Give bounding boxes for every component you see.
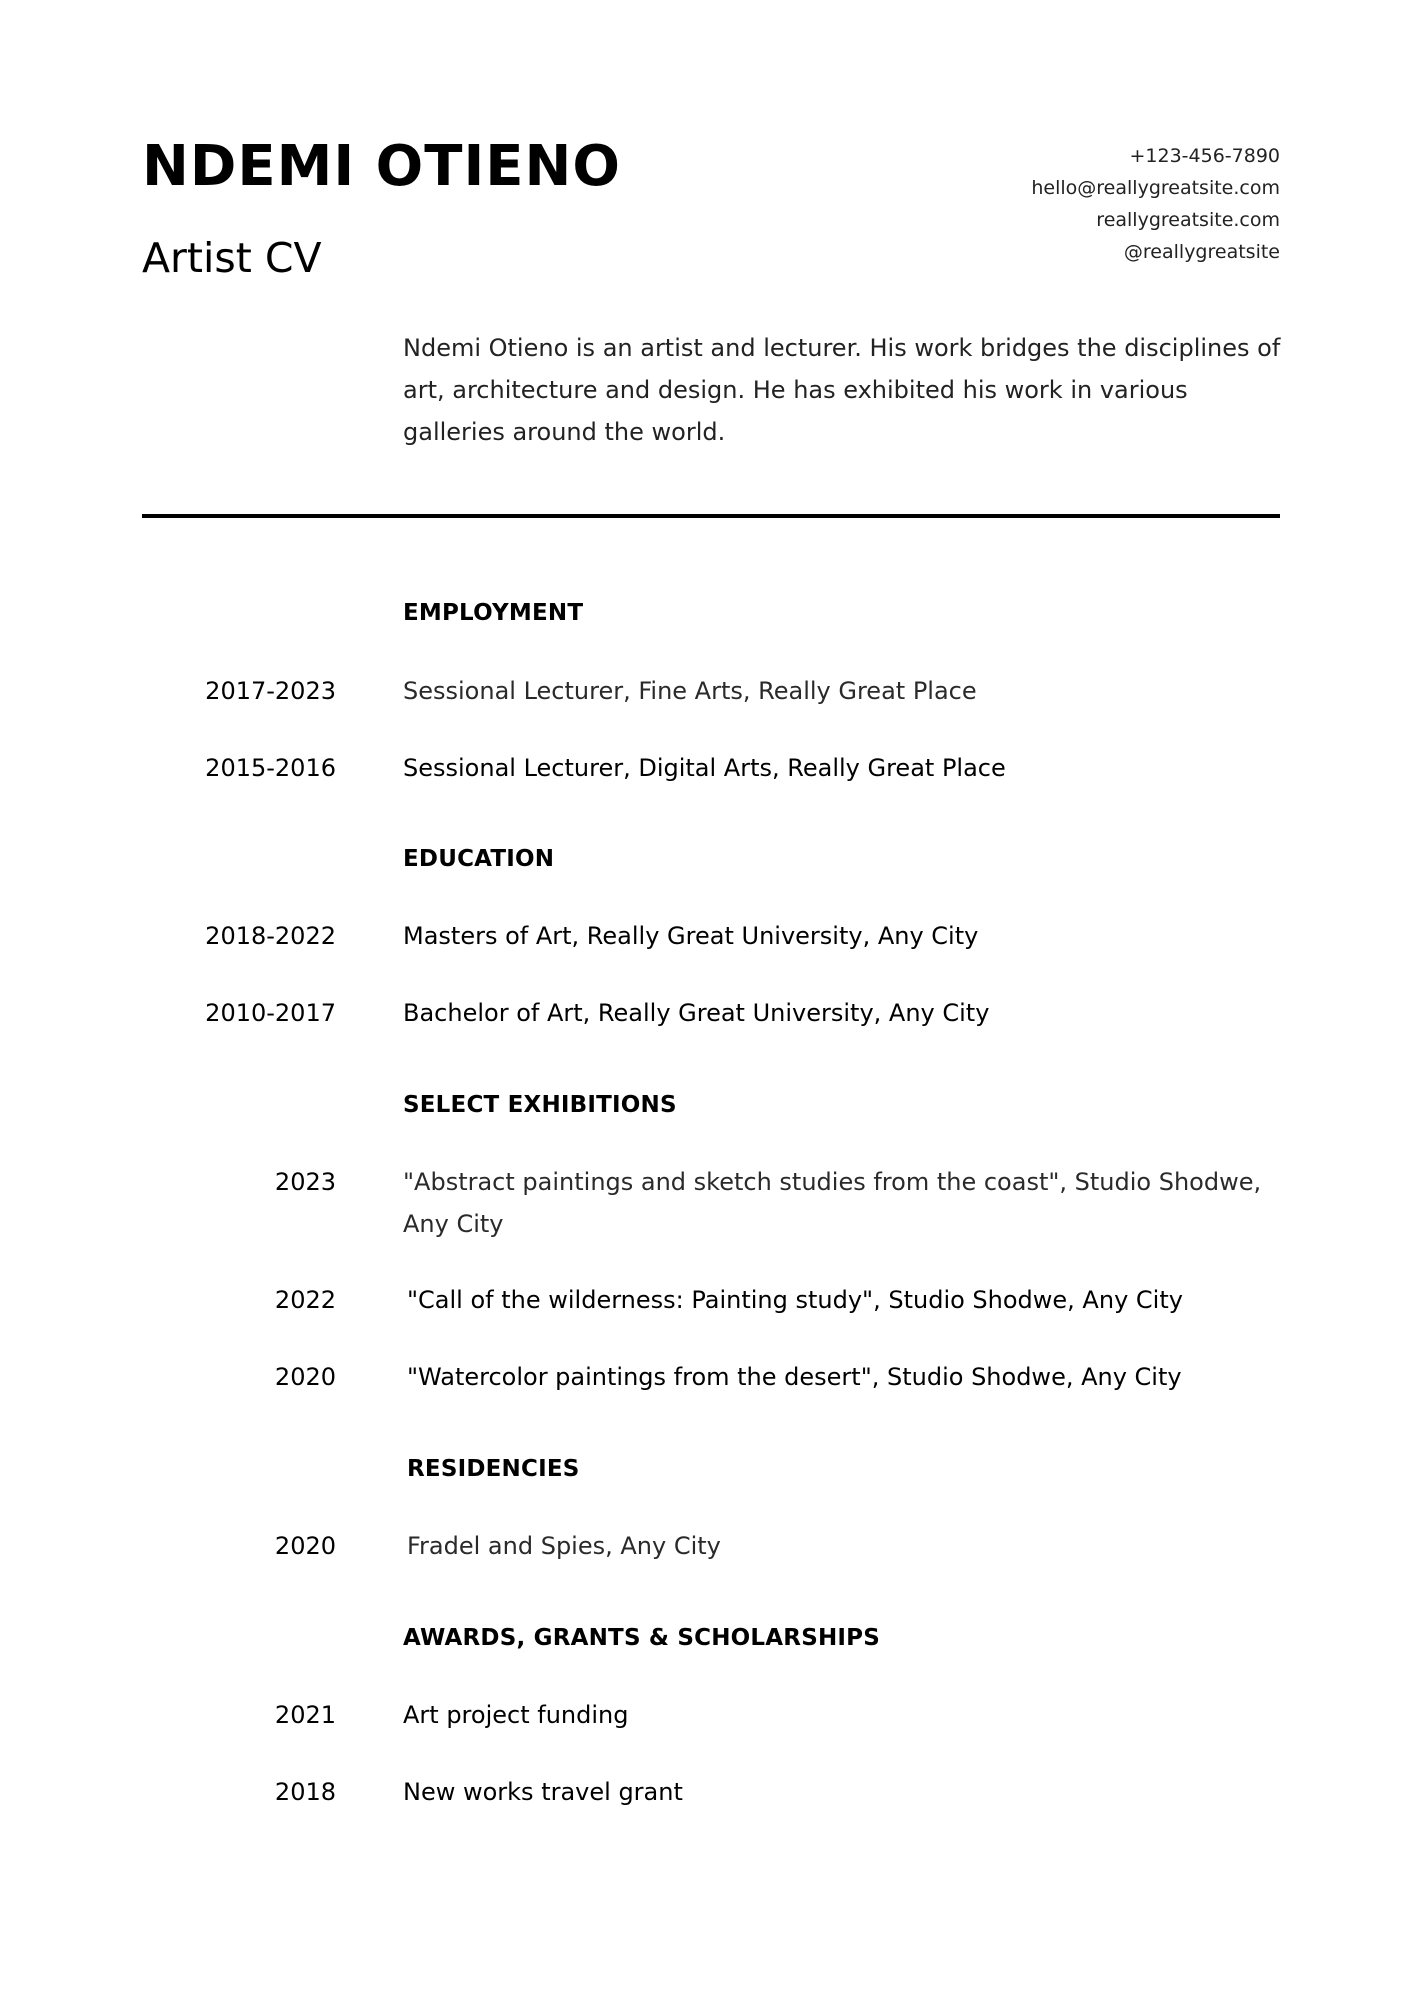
education-entry: Bachelor of Art, Really Great University, Any City bbox=[403, 999, 990, 1027]
award-entry: New works travel grant bbox=[403, 1778, 683, 1806]
contact-website: reallygreatsite.com bbox=[1096, 209, 1280, 231]
residency-entry: Fradel and Spies, Any City bbox=[407, 1532, 721, 1560]
exhibition-date: 2022 bbox=[274, 1286, 336, 1314]
contact-social: @reallygreatsite bbox=[1123, 241, 1280, 263]
contact-phone: +123-456-7890 bbox=[1129, 145, 1280, 167]
employment-entry: Sessional Lecturer, Digital Arts, Really Great Place bbox=[403, 754, 1006, 782]
exhibitions-heading: SELECT EXHIBITIONS bbox=[403, 1092, 677, 1118]
exhibition-entry: "Call of the wilderness: Painting study", Studio Shodwe, Any City bbox=[407, 1286, 1183, 1314]
exhibition-entry: "Watercolor paintings from the desert", Studio Shodwe, Any City bbox=[407, 1363, 1182, 1391]
employment-entry: Sessional Lecturer, Fine Arts, Really Great Place bbox=[403, 677, 977, 705]
residency-date: 2020 bbox=[274, 1532, 336, 1560]
education-entry: Masters of Art, Really Great University, Any City bbox=[403, 922, 979, 950]
education-date: 2018-2022 bbox=[205, 922, 336, 950]
education-date: 2010-2017 bbox=[205, 999, 336, 1027]
employment-heading: EMPLOYMENT bbox=[403, 600, 584, 626]
award-entry: Art project funding bbox=[403, 1701, 629, 1729]
awards-heading: AWARDS, GRANTS & SCHOLARSHIPS bbox=[403, 1625, 880, 1651]
employment-date: 2017-2023 bbox=[205, 677, 336, 705]
exhibition-date: 2020 bbox=[274, 1363, 336, 1391]
exhibition-entry: "Abstract paintings and sketch studies from the coast", Studio Shodwe, Any City bbox=[403, 1168, 1262, 1238]
summary-paragraph: Ndemi Otieno is an artist and lecturer. His work bridges the disciplines of art, architecture and design. He has exhibited his work in various galleries around the world. bbox=[403, 334, 1281, 446]
section-divider bbox=[142, 514, 1280, 518]
exhibition-date: 2023 bbox=[274, 1168, 336, 1196]
document-subtitle: Artist CV bbox=[142, 234, 322, 282]
contact-block bbox=[1031, 140, 1280, 268]
applicant-name: NDEMI OTIENO bbox=[142, 134, 622, 199]
education-heading: EDUCATION bbox=[403, 846, 555, 872]
residencies-heading: RESIDENCIES bbox=[407, 1456, 580, 1482]
contact-email: hello@reallygreatsite.com bbox=[1031, 177, 1280, 199]
award-date: 2018 bbox=[274, 1778, 336, 1806]
employment-date: 2015-2016 bbox=[205, 754, 336, 782]
award-date: 2021 bbox=[274, 1701, 336, 1729]
